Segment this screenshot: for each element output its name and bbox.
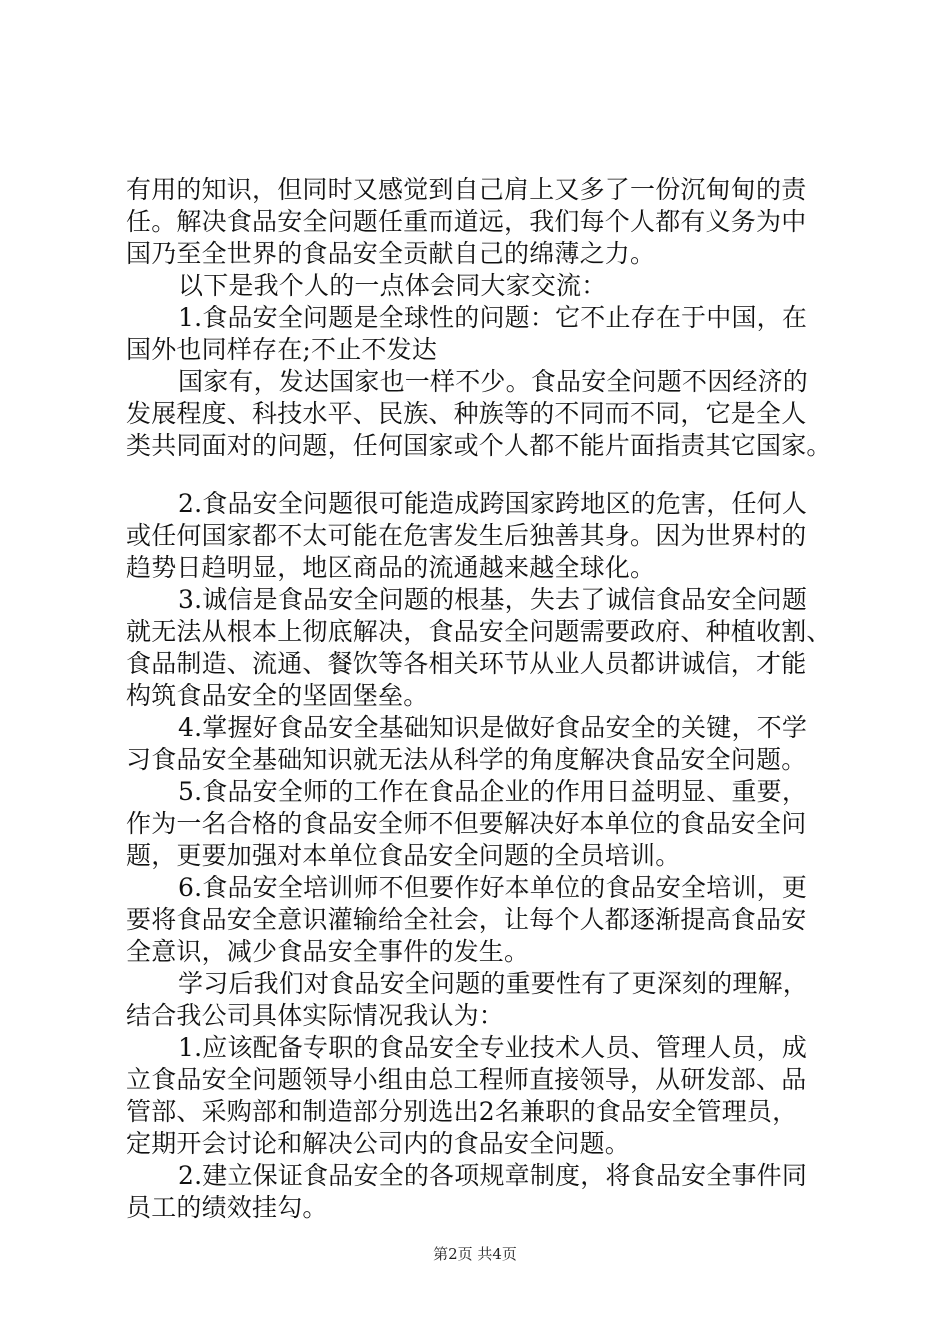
text-line-13: 3.诚信是食品安全问题的根基，失去了诚信食品安全问题 — [178, 585, 808, 614]
text-line-31: 2.建立保证食品安全的各项规章制度，将食品安全事件同 — [178, 1161, 808, 1190]
text-line-15: 食品制造、流通、餐饮等各相关环节从业人员都讲诚信，才能 — [126, 649, 807, 678]
text-line-4: 以下是我个人的一点体会同大家交流： — [178, 271, 607, 300]
text-line-2: 任。解决食品安全问题任重而道远，我们每个人都有义务为中 — [126, 207, 807, 236]
text-line-25: 学习后我们对食品安全问题的重要性有了更深刻的理解， — [178, 969, 809, 998]
text-line-27: 1.应该配备专职的食品安全专业技术人员、管理人员，成 — [178, 1033, 808, 1062]
text-line-22: 6.食品安全培训师不但要作好本单位的食品安全培训，更 — [178, 873, 808, 902]
text-line-20: 作为一名合格的食品安全师不但要解决好本单位的食品安全问 — [126, 809, 807, 838]
text-line-17: 4.掌握好食品安全基础知识是做好食品安全的关键，不学 — [178, 713, 808, 742]
text-line-6: 国外也同样存在;不止不发达 — [126, 335, 438, 364]
text-line-30: 定期开会讨论和解决公司内的食品安全问题。 — [126, 1129, 631, 1158]
text-line-29: 管部、采购部和制造部分别选出2名兼职的食品安全管理员， — [126, 1097, 798, 1126]
text-line-8: 发展程度、科技水平、民族、种族等的不同而不同，它是全人 — [126, 399, 807, 428]
page-footer: 第2页 共4页 — [433, 1245, 517, 1263]
text-line-26: 结合我公司具体实际情况我认为： — [126, 1001, 505, 1030]
text-line-14: 就无法从根本上彻底解决，食品安全问题需要政府、种植收割、 — [126, 617, 832, 646]
text-line-1: 有用的知识，但同时又感觉到自己肩上又多了一份沉甸甸的责 — [126, 175, 807, 204]
text-line-12: 趋势日趋明显，地区商品的流通越来越全球化。 — [126, 553, 656, 582]
text-line-28: 立食品安全问题领导小组由总工程师直接领导，从研发部、品 — [126, 1065, 807, 1094]
text-line-16: 构筑食品安全的坚固堡垒。 — [126, 681, 429, 710]
text-line-21: 题，更要加强对本单位食品安全问题的全员培训。 — [126, 841, 681, 870]
text-line-19: 5.食品安全师的工作在食品企业的作用日益明显、重要， — [178, 777, 808, 806]
text-line-32: 员工的绩效挂勾。 — [126, 1193, 328, 1222]
text-line-5: 1.食品安全问题是全球性的问题：它不止存在于中国，在 — [178, 303, 808, 332]
text-line-3: 国乃至全世界的食品安全贡献自己的绵薄之力。 — [126, 239, 656, 268]
text-line-18: 习食品安全基础知识就无法从科学的角度解决食品安全问题。 — [126, 745, 807, 774]
text-line-10: 2.食品安全问题很可能造成跨国家跨地区的危害，任何人 — [178, 489, 808, 518]
text-line-9: 类共同面对的问题，任何国家或个人都不能片面指责其它国家。 — [126, 431, 832, 460]
text-line-11: 或任何国家都不太可能在危害发生后独善其身。因为世界村的 — [126, 521, 807, 550]
text-line-24: 全意识，减少食品安全事件的发生。 — [126, 937, 530, 966]
text-line-7: 国家有，发达国家也一样不少。食品安全问题不因经济的 — [178, 367, 809, 396]
text-line-23: 要将食品安全意识灌输给全社会，让每个人都逐渐提高食品安 — [126, 905, 807, 934]
